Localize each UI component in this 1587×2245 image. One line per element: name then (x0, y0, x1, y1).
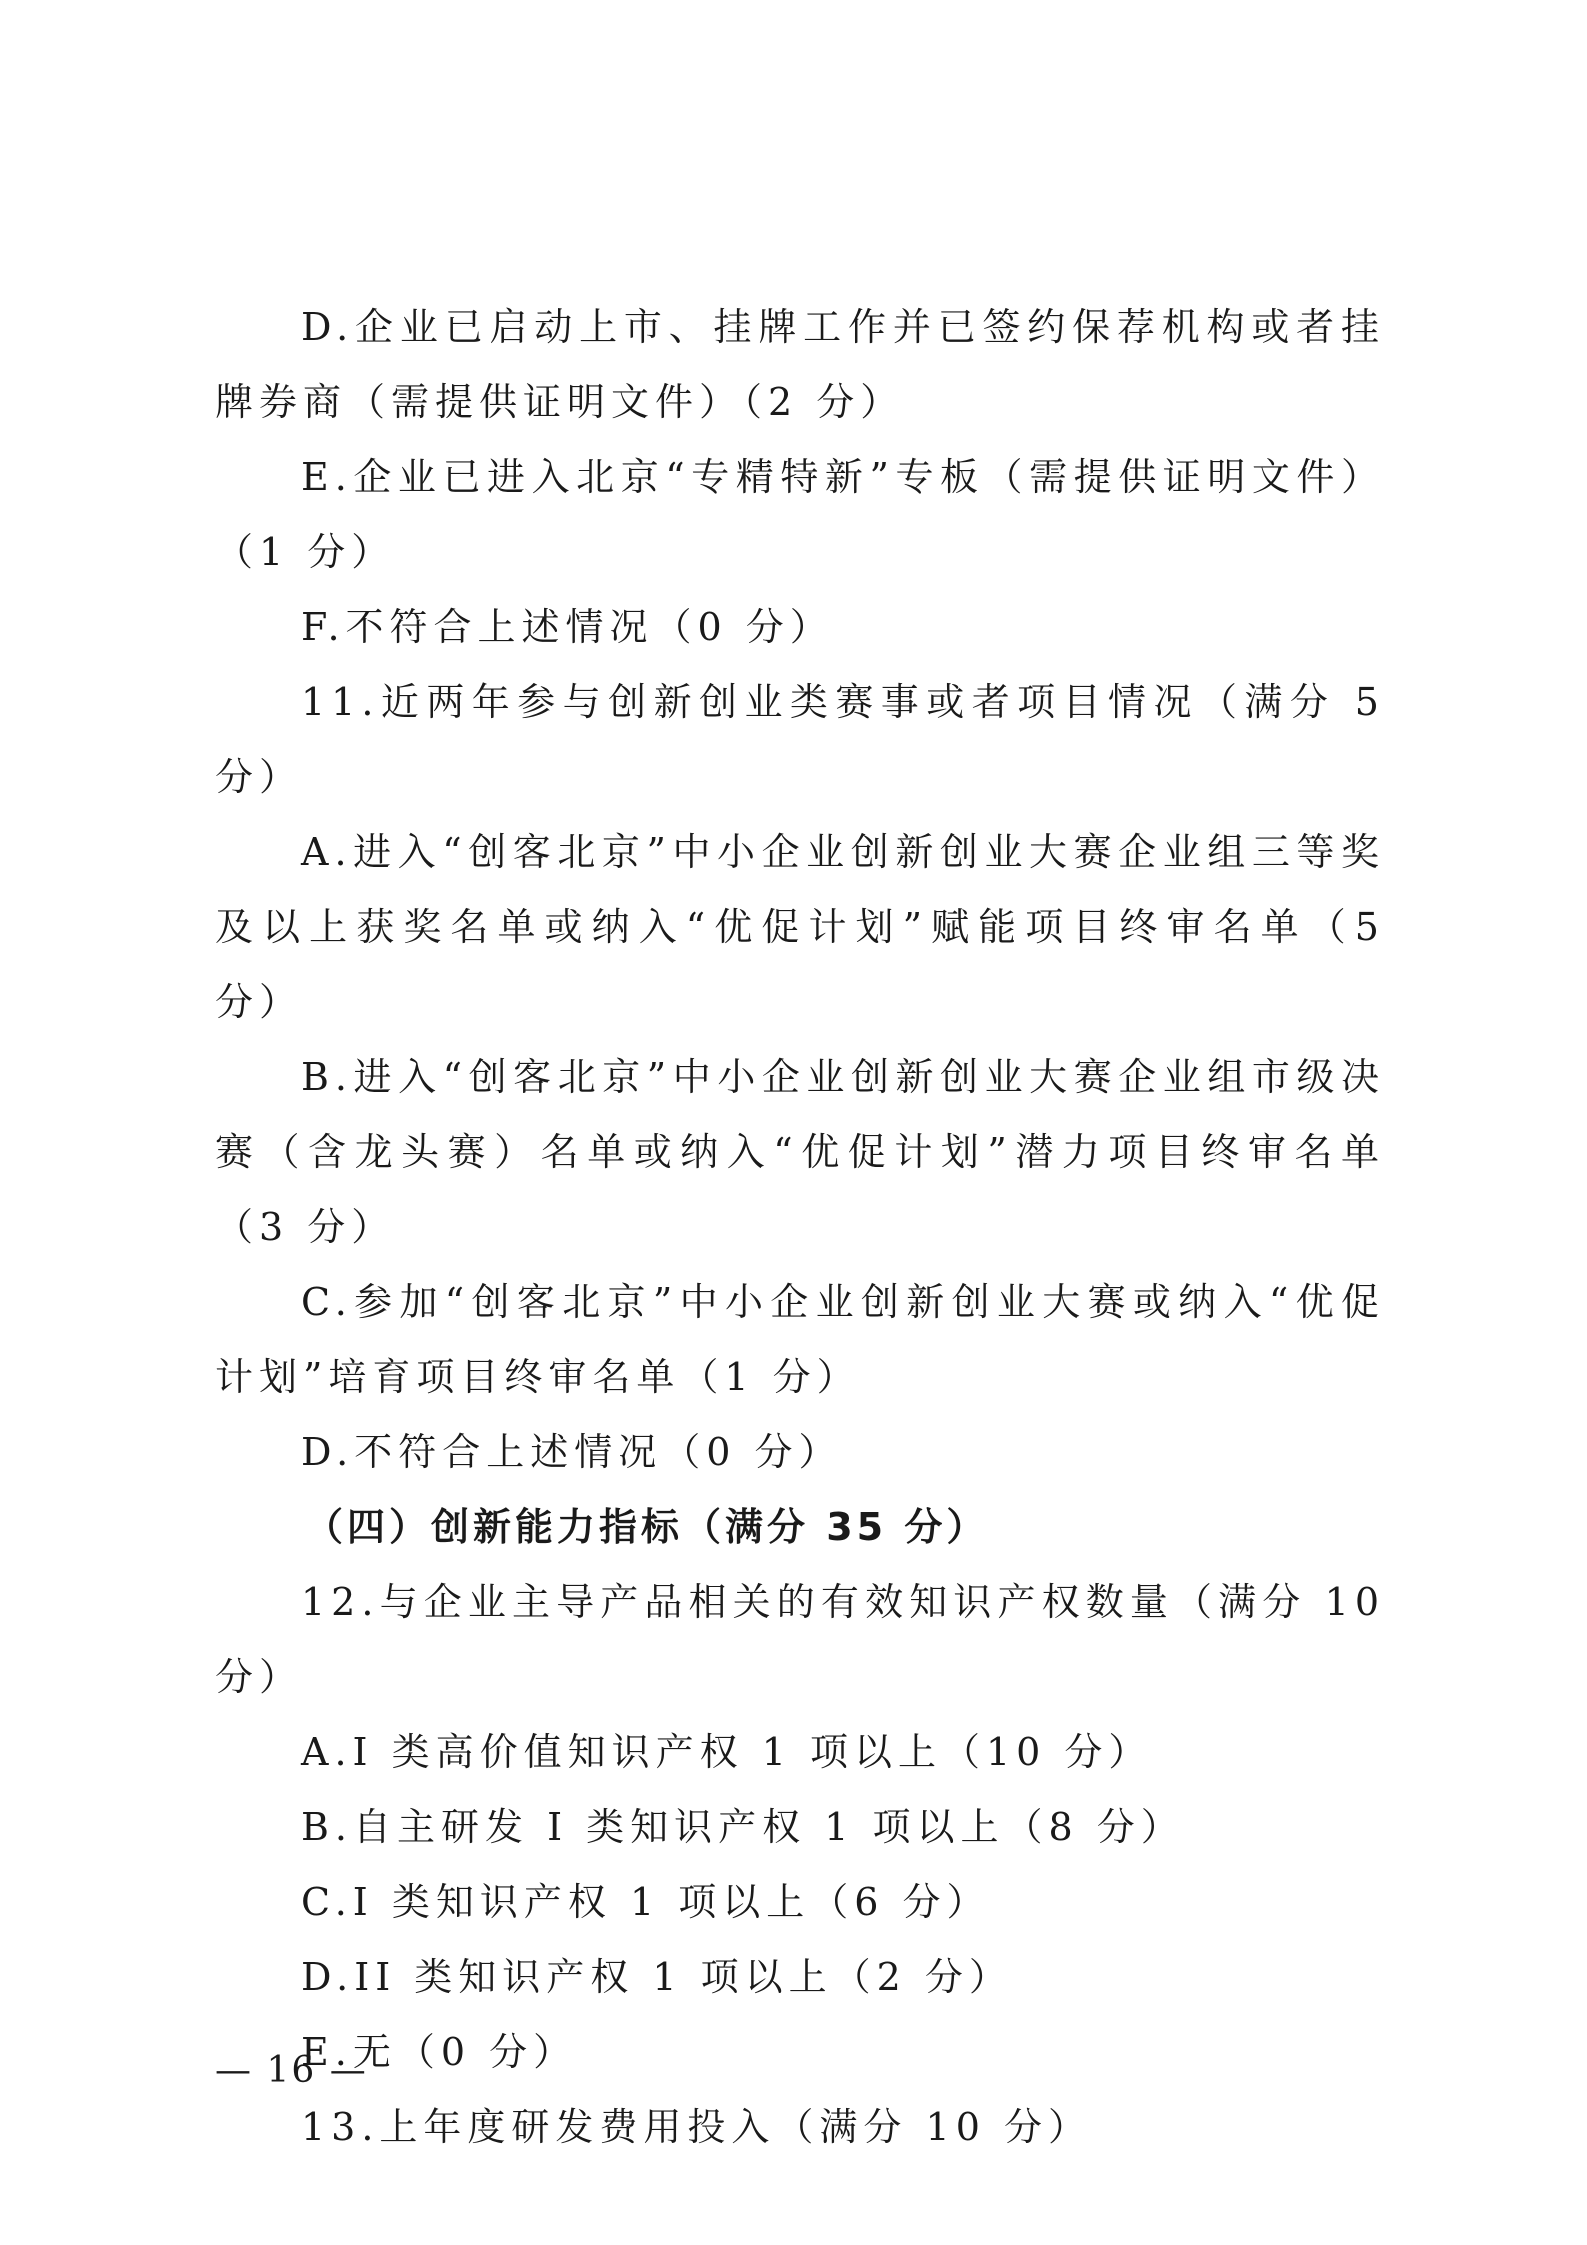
section-heading-innovation: （四）创新能力指标（满分 35 分） (305, 1505, 989, 1549)
item-11-option-a: A.进入“创客北京”中小企业创新创业大赛企业组三等奖及以上获奖名单或纳入“优促计划”赋能项目终审名单（5 分） (215, 830, 1385, 1024)
item-12-title: 12.与企业主导产品相关的有效知识产权数量（满分 10 分） (215, 1580, 1385, 1699)
item-12-option-a: A.I 类高价值知识产权 1 项以上（10 分） (301, 1730, 1153, 1774)
item-11-option-c: C.参加“创客北京”中小企业创新创业大赛或纳入“优促计划”培育项目终审名单（1 分） (215, 1280, 1385, 1399)
option-f-none: F.不符合上述情况（0 分） (301, 605, 834, 649)
page-number: — 16 — (215, 2050, 368, 2091)
document-body (215, 290, 1385, 2165)
option-e-special-board: E.企业已进入北京“专精特新”专板（需提供证明文件）（1 分） (215, 455, 1385, 574)
item-12-option-d: D.II 类知识产权 1 项以上（2 分） (301, 1955, 1013, 1999)
item-11-title: 11.近两年参与创新创业类赛事或者项目情况（满分 5 分） (215, 680, 1385, 799)
item-13-title: 13.上年度研发费用投入（满分 10 分） (301, 2105, 1092, 2149)
item-12-option-b: B.自主研发 I 类知识产权 1 项以上（8 分） (301, 1805, 1185, 1849)
item-12-option-c: C.I 类知识产权 1 项以上（6 分） (301, 1880, 991, 1924)
option-d-listing: D.企业已启动上市、挂牌工作并已签约保荐机构或者挂牌券商（需提供证明文件）（2 分） (215, 305, 1385, 424)
item-11-option-b: B.进入“创客北京”中小企业创新创业大赛企业组市级决赛（含龙头赛）名单或纳入“优促计划”潜力项目终审名单（3 分） (215, 1055, 1385, 1249)
item-12-option-e: E.无（0 分） (301, 2030, 578, 2074)
item-11-option-d: D.不符合上述情况（0 分） (301, 1430, 843, 1474)
